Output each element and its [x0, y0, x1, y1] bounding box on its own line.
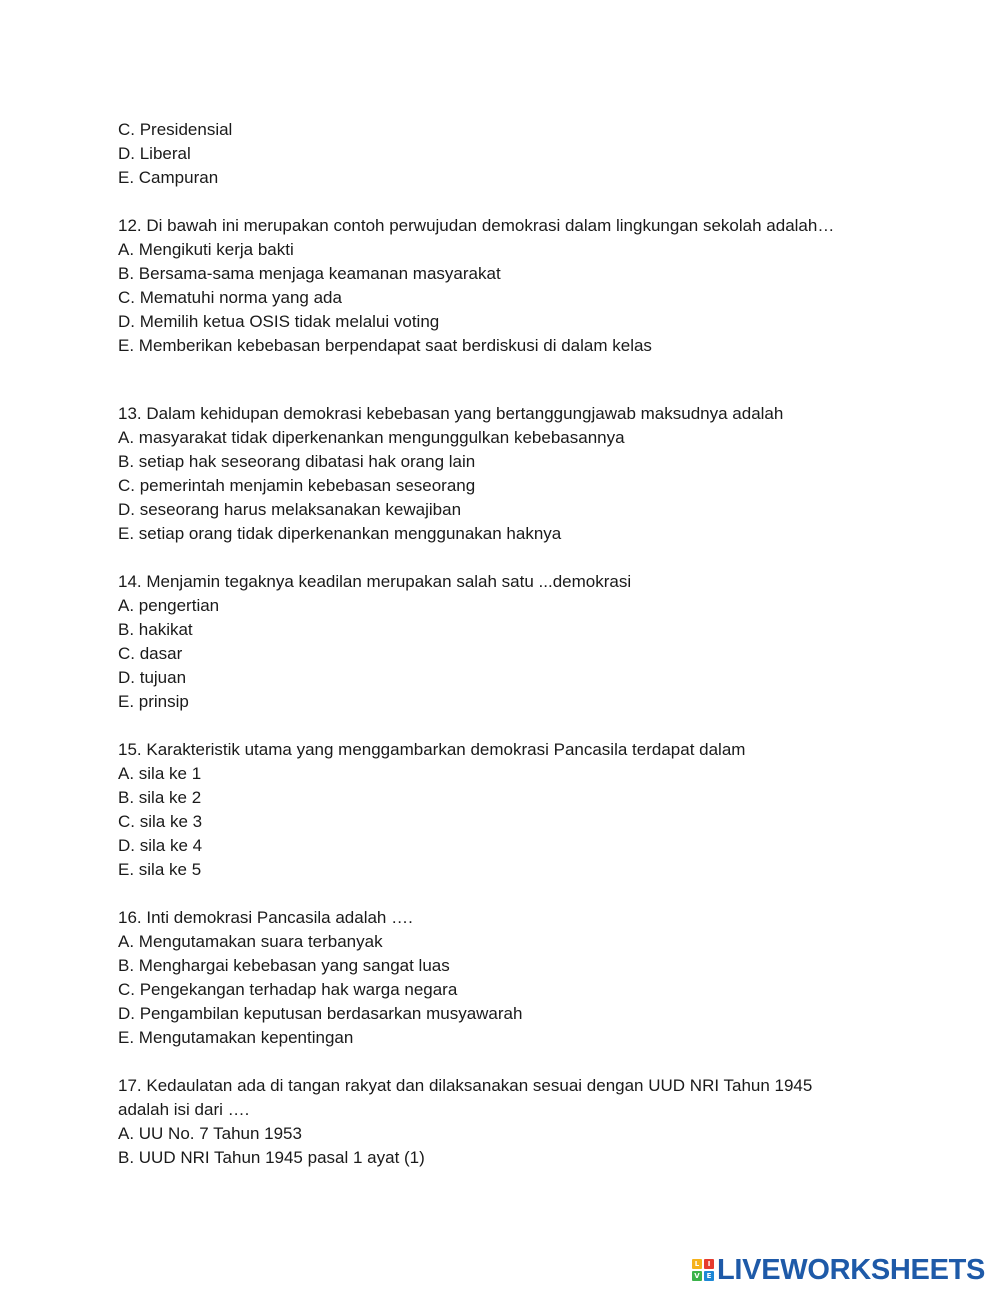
brand-name: LIVEWORKSHEETS	[717, 1254, 986, 1286]
option[interactable]: D. Memilih ketua OSIS tidak melalui voting	[118, 312, 440, 331]
option[interactable]: D. seseorang harus melaksanakan kewajiban	[118, 500, 462, 519]
option[interactable]: D. Liberal	[118, 144, 191, 163]
option[interactable]: D. Pengambilan keputusan berdasarkan musyawarah	[118, 1004, 523, 1023]
option[interactable]: B. sila ke 2	[118, 788, 202, 807]
option[interactable]: D. sila ke 4	[118, 836, 203, 855]
option[interactable]: C. Presidensial	[118, 120, 233, 139]
option[interactable]: C. sila ke 3	[118, 812, 203, 831]
question-11-continuation	[118, 118, 878, 190]
option[interactable]: E. Campuran	[118, 168, 219, 187]
question-text: 17. Kedaulatan ada di tangan rakyat dan dilaksanakan sesuai dengan UUD NRI Tahun 1945	[118, 1076, 813, 1095]
question-text: 12. Di bawah ini merupakan contoh perwujudan demokrasi dalam lingkungan sekolah adalah…	[118, 216, 835, 235]
logo-tile-i: I	[704, 1259, 714, 1269]
liveworksheets-logo	[692, 1255, 985, 1285]
option[interactable]: B. UUD NRI Tahun 1945 pasal 1 ayat (1)	[118, 1148, 425, 1167]
option[interactable]: C. pemerintah menjamin kebebasan seseorang	[118, 476, 476, 495]
logo-tile-v: V	[692, 1271, 702, 1281]
option[interactable]: A. masyarakat tidak diperkenankan mengunggulkan kebebasannya	[118, 428, 625, 447]
option[interactable]: D. tujuan	[118, 668, 187, 687]
question-16	[118, 906, 878, 1050]
question-12	[118, 214, 878, 358]
question-text: 13. Dalam kehidupan demokrasi kebebasan yang bertanggungjawab maksudnya adalah	[118, 404, 784, 423]
option[interactable]: E. sila ke 5	[118, 860, 202, 879]
question-14	[118, 570, 878, 714]
question-text: 14. Menjamin tegaknya keadilan merupakan salah satu ...demokrasi	[118, 572, 632, 591]
option[interactable]: A. Mengikuti kerja bakti	[118, 240, 294, 259]
question-17	[118, 1074, 878, 1170]
option[interactable]: B. Menghargai kebebasan yang sangat luas	[118, 956, 450, 975]
option[interactable]: C. dasar	[118, 644, 183, 663]
option[interactable]: B. setiap hak seseorang dibatasi hak orang lain	[118, 452, 476, 471]
option[interactable]: B. hakikat	[118, 620, 193, 639]
option[interactable]: A. Mengutamakan suara terbanyak	[118, 932, 383, 951]
question-15	[118, 738, 878, 882]
worksheet-page	[118, 118, 878, 1194]
question-text-continued: adalah isi dari ….	[118, 1100, 250, 1119]
question-13	[118, 402, 878, 546]
logo-tile-l: L	[692, 1259, 702, 1269]
option[interactable]: B. Bersama-sama menjaga keamanan masyarakat	[118, 264, 501, 283]
option[interactable]: A. sila ke 1	[118, 764, 202, 783]
option[interactable]: A. UU No. 7 Tahun 1953	[118, 1124, 302, 1143]
logo-tile-e: E	[704, 1271, 714, 1281]
option[interactable]: E. setiap orang tidak diperkenankan menggunakan haknya	[118, 524, 562, 543]
option[interactable]: E. Mengutamakan kepentingan	[118, 1028, 354, 1047]
liveworksheets-mark-icon	[692, 1259, 714, 1281]
option[interactable]: E. Memberikan kebebasan berpendapat saat berdiskusi di dalam kelas	[118, 336, 652, 355]
option[interactable]: A. pengertian	[118, 596, 220, 615]
option[interactable]: E. prinsip	[118, 692, 189, 711]
question-text: 16. Inti demokrasi Pancasila adalah ….	[118, 908, 413, 927]
question-text: 15. Karakteristik utama yang menggambarkan demokrasi Pancasila terdapat dalam	[118, 740, 746, 759]
option[interactable]: C. Mematuhi norma yang ada	[118, 288, 342, 307]
option[interactable]: C. Pengekangan terhadap hak warga negara	[118, 980, 458, 999]
